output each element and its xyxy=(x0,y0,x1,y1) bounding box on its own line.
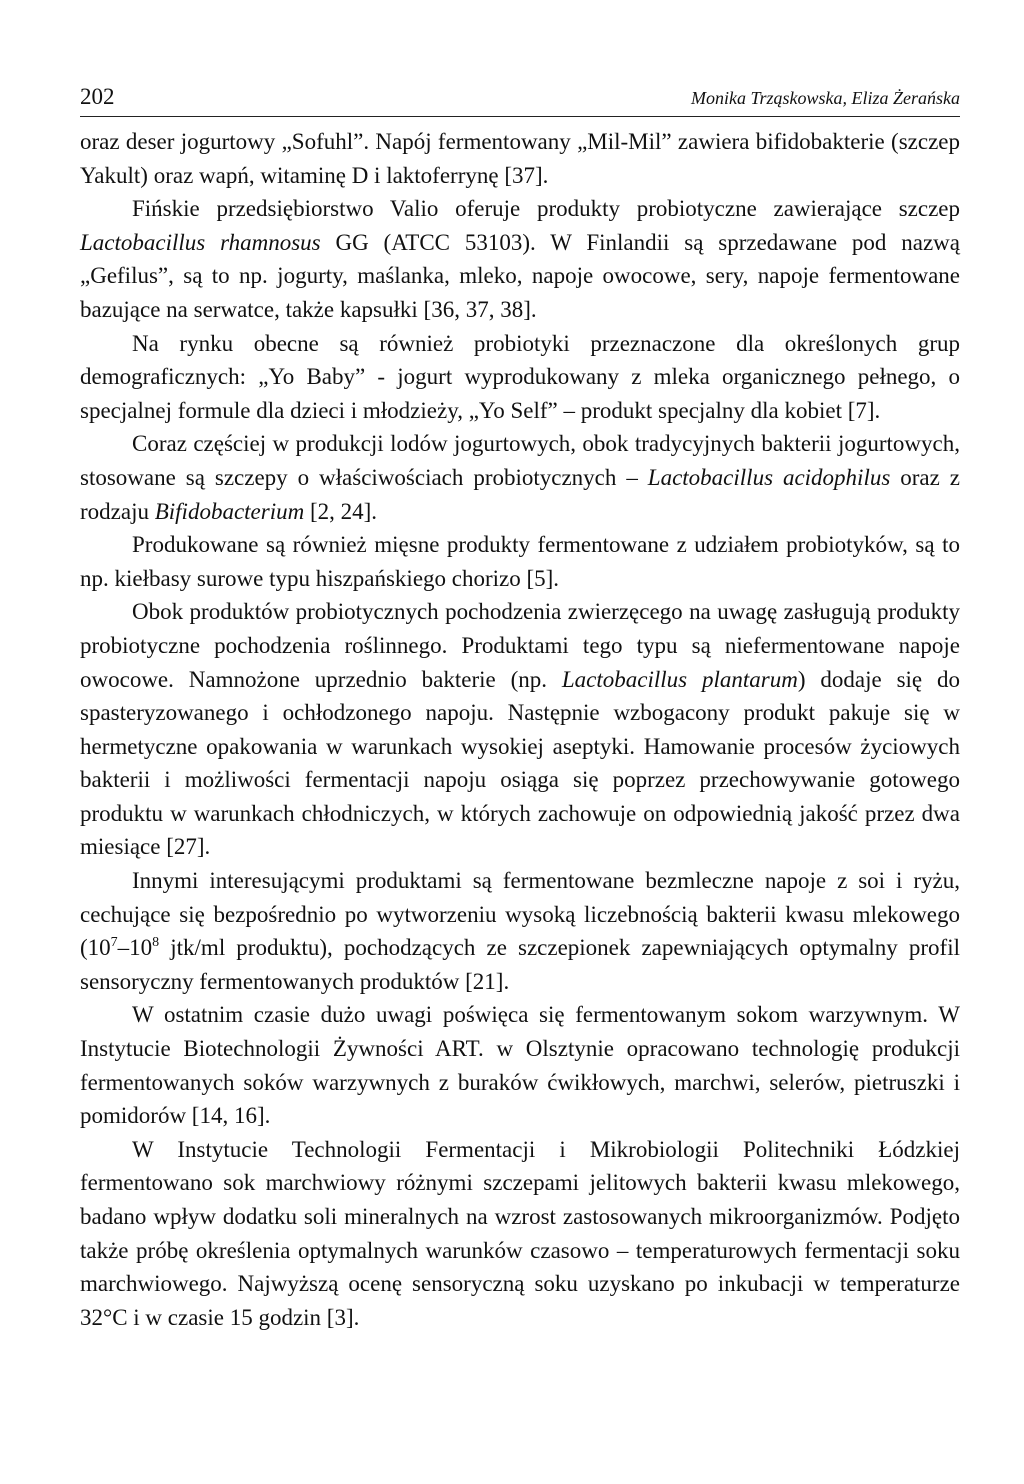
italic-species-name: Lactobacillus plantarum xyxy=(561,666,798,692)
text-segment: ) dodaje się do spasteryzowanego i ochłodzonego napoju. Następnie wzbogacony produkt pakuje się w hermetyczne opakowania w warunkach wysokiej aseptyki. Hamowanie procesów życiowych bakterii i możliwości fermentacji napoju osiąga się poprzez przechowywanie gotowego produktu w warunkach chłodniczych, w których zachowuje on odpowiednią jakość przez dwa miesiące [27]. xyxy=(80,666,961,860)
text-segment: [2, 24]. xyxy=(304,498,378,524)
text-segment: Na rynku obecne są również probiotyki przeznaczone dla określonych grup demograficznych: „Yo Baby” - jogurt wyprodukowany z mleka organicznego pełnego, o specjalnej formule dla dzieci i młodzieży, „Yo Self” – produkt specjalny dla kobiet [7]. xyxy=(80,330,960,423)
text-segment: Produkowane są również mięsne produkty fermentowane z udziałem probiotyków, są to np. kiełbasy surowe typu hiszpańskiego chorizo [5]. xyxy=(80,532,960,591)
paragraph-p3 xyxy=(80,327,960,428)
paragraph-p5 xyxy=(80,528,960,595)
text-segment: GG (ATCC 53103). W Finlandii są sprzedawane pod nazwą „Gefilus”, są to np. jogurty, maślanka, mleko, napoje owocowe, sery, napoje fermentowane bazujące na serwatce, także kapsułki [36, 37, 38]. xyxy=(80,229,960,322)
text-segment: Coraz częściej w produkcji lodów jogurtowych, obok tradycyjnych bakterii jogurtowych, stosowane są szczepy o właściwościach probiotycznych – xyxy=(80,431,960,490)
text-segment: jtk/ml produktu), pochodzących ze szczepionek zapewniających optymalny profil sensoryczny fermentowanych produktów [21]. xyxy=(80,935,960,994)
running-header-authors: Monika Trząskowska, Eliza Żerańska xyxy=(690,88,960,108)
text-segment: Fińskie przedsiębiorstwo Valio oferuje produkty probiotyczne zawierające szczep xyxy=(132,196,960,222)
italic-species-name: Bifidobacterium xyxy=(154,498,305,524)
paragraph-p7 xyxy=(80,864,960,998)
text-segment: W ostatnim czasie dużo uwagi poświęca się fermentowanym sokom warzywnym. W Instytucie Biotechnologii Żywności ART. w Olsztynie opracowano technologię produkcji fermentowanych soków warzywnych z buraków ćwikłowych, marchwi, selerów, pietruszki i pomidorów [14, 16]. xyxy=(80,1002,960,1129)
text-segment: oraz z rodzaju xyxy=(80,464,960,524)
paragraph-p9 xyxy=(80,1133,960,1335)
paragraph-p8 xyxy=(80,998,960,1132)
superscript-exponent: 7 xyxy=(110,935,118,951)
superscript-exponent: 8 xyxy=(152,935,160,951)
italic-species-name: Lactobacillus acidophilus xyxy=(647,464,891,490)
paragraph-p2 xyxy=(80,192,960,326)
paragraph-p6 xyxy=(80,595,960,864)
text-segment: Obok produktów probiotycznych pochodzenia zwierzęcego na uwagę zasługują produkty probiotyczne pochodzenia roślinnego. Produktami tego typu są niefermentowane napoje owocowe. Namnożone uprzednio bakterie (np. xyxy=(80,599,960,692)
page-number: 202 xyxy=(80,84,115,109)
italic-species-name: Lactobacillus rhamnosus xyxy=(80,229,321,255)
text-segment: –10 xyxy=(117,935,153,961)
paragraph-p1 xyxy=(80,125,960,192)
text-segment: W Instytucie Technologii Fermentacji i Mikrobiologii Politechniki Łódzkiej fermentowano sok marchwiowy różnymi szczepami jelitowych bakterii kwasu mlekowego, badano wpływ dodatku soli mineralnych na wzrost zastosowanych mikroorganizmów. Podjęto także próbę określenia optymalnych warunków czasowo – temperaturowych fermentacji soku marchwiowego. Najwyższą ocenę sensoryczną soku uzyskano po inkubacji w temperaturze 32°C i w czasie 15 godzin [3]. xyxy=(80,1136,960,1330)
text-segment: oraz deser jogurtowy „Sofuhl”. Napój fermentowany „Mil-Mil” zawiera bifidobakterie (szczep Yakult) oraz wapń, witaminę D i laktoferrynę [37]. xyxy=(80,129,960,188)
paragraph-p4 xyxy=(80,427,960,528)
text-segment: Innymi interesującymi produktami są fermentowane bezmleczne napoje z soi i ryżu, cechujące się bezpośrednio po wytworzeniu wysoką liczebnością bakterii kwasu mlekowego (10 xyxy=(80,868,960,961)
body-text xyxy=(80,125,960,1334)
running-header xyxy=(80,84,960,117)
